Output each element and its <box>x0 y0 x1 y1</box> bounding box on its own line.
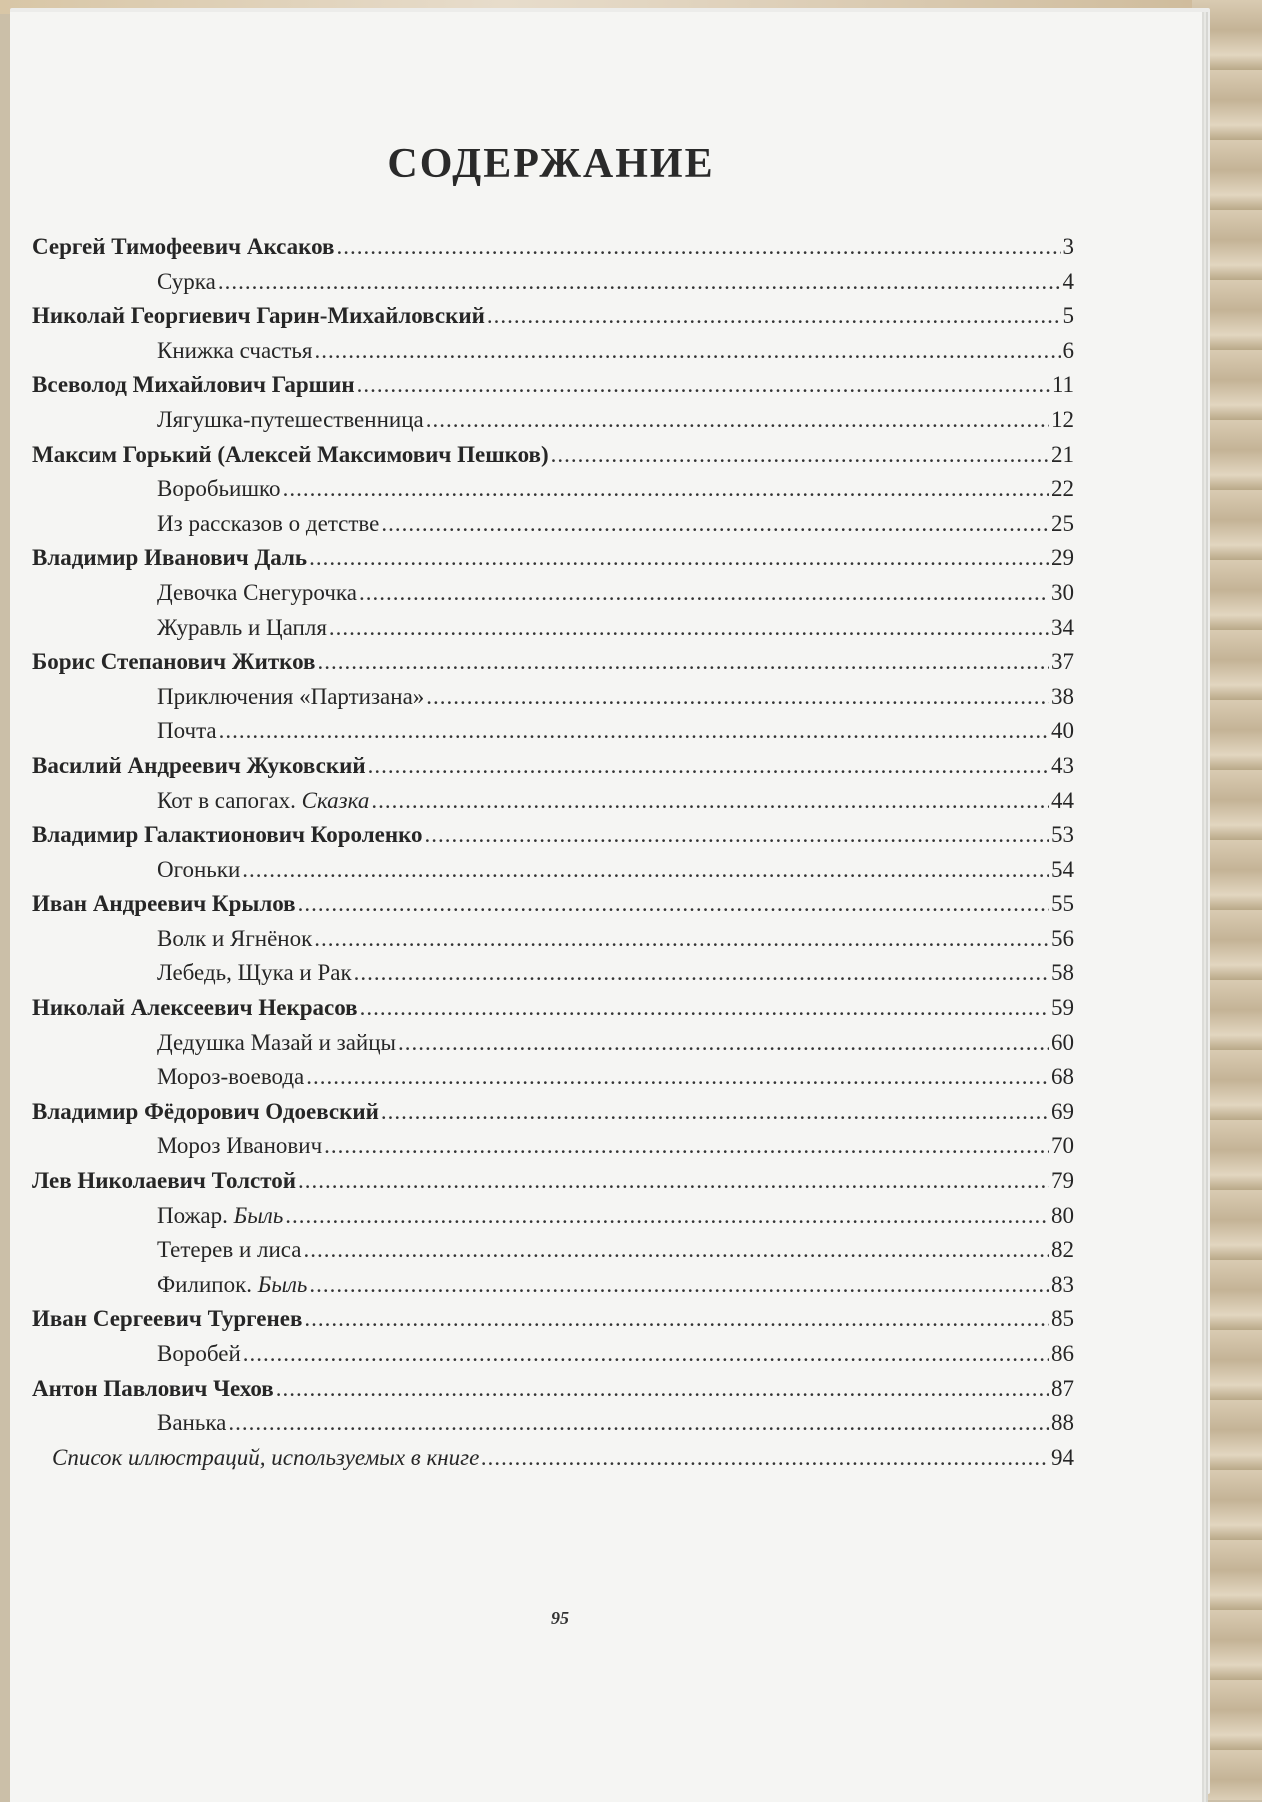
dot-leader <box>298 1164 1049 1199</box>
toc-entry-title <box>157 1026 396 1061</box>
toc-work-entry <box>32 507 1074 542</box>
toc-author-entry <box>32 887 1074 922</box>
page-title: СОДЕРЖАНИЕ <box>387 141 715 187</box>
toc-entry-text: Максим Горький (Алексей Максимович Пешков) <box>32 441 549 467</box>
toc-appendix-entry <box>32 1441 1074 1476</box>
toc-work-entry <box>32 714 1074 749</box>
toc-author-entry <box>32 438 1074 473</box>
dot-leader <box>398 1026 1049 1061</box>
dot-leader <box>315 334 1061 369</box>
toc-author-entry <box>32 991 1074 1026</box>
toc-entry-text: Кот в сапогах. <box>157 787 296 813</box>
toc-entry-text: Иван Андреевич Крылов <box>32 891 296 917</box>
dot-leader <box>551 438 1049 473</box>
dot-leader <box>487 299 1061 334</box>
toc-page-number: 86 <box>1051 1341 1074 1366</box>
toc-entry-title <box>32 438 549 473</box>
toc-entry-text: Николай Георгиевич Гарин-Михайловский <box>32 303 485 329</box>
toc-work-entry <box>32 922 1074 957</box>
dot-leader <box>317 645 1049 680</box>
table-of-contents <box>32 230 1074 1475</box>
toc-entry-text: Лев Николаевич Толстой <box>32 1168 297 1194</box>
toc-page-number: 4 <box>1062 268 1074 294</box>
toc-page-number: 79 <box>1051 1168 1074 1194</box>
toc-entry-text: Огоньки <box>157 856 241 882</box>
dot-leader <box>381 1095 1049 1130</box>
toc-entry-title <box>32 299 485 334</box>
page-number: 95 <box>551 1608 569 1628</box>
toc-page-number: 69 <box>1051 1098 1074 1124</box>
toc-entry-text: Филипок. <box>157 1271 252 1297</box>
toc-work-entry <box>32 472 1074 507</box>
toc-page-number: 5 <box>1062 303 1074 329</box>
dot-leader <box>242 853 1049 888</box>
dot-leader <box>359 576 1049 611</box>
toc-entry-title <box>157 472 281 507</box>
toc-entry-text: Журавль и Цапля <box>157 614 327 640</box>
toc-entry-title <box>157 1233 302 1268</box>
toc-entry-title <box>32 887 296 922</box>
toc-entry-text: Почта <box>157 718 217 744</box>
toc-page-number: 6 <box>1062 337 1074 363</box>
toc-entry-text: Дедушка Мазай и зайцы <box>157 1029 397 1055</box>
document-page <box>10 12 1202 1802</box>
dot-leader <box>285 1199 1049 1234</box>
toc-page-number: 83 <box>1051 1271 1074 1297</box>
toc-page-number: 21 <box>1051 441 1074 467</box>
toc-entry-title <box>157 1406 226 1441</box>
dot-leader <box>381 507 1049 542</box>
dot-leader <box>228 1406 1049 1441</box>
toc-page-number: 53 <box>1051 822 1074 848</box>
toc-entry-title <box>52 1441 479 1476</box>
toc-entry-text: Пожар. <box>157 1202 228 1228</box>
toc-entry-title <box>157 334 313 369</box>
toc-page-number: 37 <box>1051 649 1074 675</box>
dot-leader <box>481 1441 1049 1476</box>
toc-entry-text: Приключения «Партизана» <box>157 683 425 709</box>
dot-leader <box>336 230 1060 265</box>
toc-page-number: 82 <box>1051 1237 1074 1263</box>
toc-work-entry <box>32 334 1074 369</box>
toc-entry-title <box>157 1337 241 1372</box>
toc-author-entry <box>32 818 1074 853</box>
toc-author-entry <box>32 1164 1074 1199</box>
toc-entry-text: Тетерев и лиса <box>157 1237 302 1263</box>
toc-entry-title <box>32 749 366 784</box>
toc-page-number: 87 <box>1051 1375 1074 1401</box>
toc-entry-text: Мороз-воевода <box>157 1064 305 1090</box>
toc-entry-title <box>157 956 352 991</box>
toc-page-number: 68 <box>1051 1064 1074 1090</box>
toc-entry-title <box>157 1199 283 1234</box>
toc-entry-text: Список иллюстраций, используемых в книге <box>52 1444 480 1470</box>
dot-leader <box>218 265 1061 300</box>
toc-page-number: 43 <box>1051 752 1074 778</box>
toc-entry-text: Мороз Иванович <box>157 1133 323 1159</box>
toc-work-entry <box>32 1129 1074 1164</box>
toc-entry-title <box>32 368 355 403</box>
toc-author-entry <box>32 749 1074 784</box>
toc-entry-title <box>157 1129 322 1164</box>
toc-entry-title <box>157 403 424 438</box>
dot-leader <box>276 1372 1049 1407</box>
toc-author-entry <box>32 368 1074 403</box>
toc-page-number: 3 <box>1062 234 1074 259</box>
toc-entry-title <box>157 680 424 715</box>
toc-page-number: 58 <box>1051 960 1074 986</box>
dot-leader <box>298 887 1049 922</box>
toc-entry-text: Всеволод Михайлович Гаршин <box>32 372 355 398</box>
toc-entry-text: Николай Алексеевич Некрасов <box>32 995 358 1021</box>
page-stack <box>10 8 1210 1794</box>
dot-leader <box>304 1233 1049 1268</box>
toc-entry-title <box>157 611 327 646</box>
dot-leader <box>283 472 1049 507</box>
toc-entry-text: Владимир Галактионович Короленко <box>32 822 423 848</box>
toc-page-number: 29 <box>1051 545 1074 571</box>
toc-author-entry <box>32 1372 1074 1407</box>
toc-page-number: 38 <box>1051 683 1074 709</box>
toc-entry-title <box>32 645 315 680</box>
toc-page-number: 54 <box>1051 856 1074 882</box>
toc-entry-title <box>157 1268 307 1303</box>
toc-entry-genre: Быль <box>257 1271 308 1297</box>
toc-work-entry <box>32 611 1074 646</box>
dot-leader <box>354 956 1049 991</box>
dot-leader <box>306 1060 1049 1095</box>
toc-page-number: 12 <box>1051 406 1074 432</box>
toc-entry-title <box>157 576 357 611</box>
toc-entry-title <box>157 714 217 749</box>
toc-work-entry <box>32 403 1074 438</box>
toc-work-entry <box>32 784 1074 819</box>
toc-entry-genre: Сказка <box>301 787 370 813</box>
dot-leader <box>324 1129 1049 1164</box>
toc-entry-title <box>32 1302 302 1337</box>
toc-author-entry <box>32 1302 1074 1337</box>
toc-entry-title <box>32 818 423 853</box>
toc-page-number: 56 <box>1051 925 1074 951</box>
toc-work-entry <box>32 1199 1074 1234</box>
toc-work-entry <box>32 956 1074 991</box>
dot-leader <box>426 680 1049 715</box>
toc-page-number: 60 <box>1051 1029 1074 1055</box>
toc-work-entry <box>32 1268 1074 1303</box>
toc-entry-title <box>32 1164 296 1199</box>
dot-leader <box>314 922 1049 957</box>
toc-entry-text: Книжка счастья <box>157 337 313 363</box>
toc-work-entry <box>32 853 1074 888</box>
toc-entry-title <box>157 1060 304 1095</box>
dot-leader <box>357 368 1050 403</box>
toc-entry-title <box>32 1095 379 1130</box>
toc-entry-title <box>157 265 216 300</box>
toc-page-number: 22 <box>1051 476 1074 502</box>
toc-entry-title <box>32 541 307 576</box>
toc-entry-text: Антон Павлович Чехов <box>32 1375 274 1401</box>
toc-entry-title <box>157 853 240 888</box>
toc-entry-title <box>157 507 379 542</box>
toc-page-number: 25 <box>1051 510 1074 536</box>
dot-leader <box>309 1268 1049 1303</box>
toc-entry-text: Воробьишко <box>157 476 281 502</box>
toc-page-number: 88 <box>1051 1410 1074 1436</box>
toc-page-number: 55 <box>1051 891 1074 917</box>
toc-entry-text: Владимир Фёдорович Одоевский <box>32 1098 379 1124</box>
dot-leader <box>426 403 1049 438</box>
toc-page-number: 59 <box>1051 995 1074 1021</box>
toc-page-number: 70 <box>1051 1133 1074 1159</box>
toc-entry-title <box>157 922 312 957</box>
toc-page-number: 30 <box>1051 579 1074 605</box>
toc-work-entry <box>32 680 1074 715</box>
toc-author-entry <box>32 299 1074 334</box>
toc-work-entry <box>32 576 1074 611</box>
dot-leader <box>360 991 1049 1026</box>
toc-author-entry <box>32 645 1074 680</box>
toc-entry-title <box>32 991 358 1026</box>
toc-entry-text: Сурка <box>157 268 216 294</box>
dot-leader <box>368 749 1049 784</box>
toc-entry-text: Лебедь, Щука и Рак <box>157 960 352 986</box>
toc-entry-text: Девочка Снегурочка <box>157 579 357 605</box>
toc-entry-text: Иван Сергеевич Тургенев <box>32 1306 303 1332</box>
toc-page-number: 44 <box>1051 787 1074 813</box>
toc-work-entry <box>32 265 1074 300</box>
toc-entry-title <box>157 784 369 819</box>
dot-leader <box>329 611 1049 646</box>
dot-leader <box>243 1337 1049 1372</box>
toc-entry-text: Лягушка-путешественница <box>157 406 424 432</box>
toc-entry-text: Ванька <box>157 1410 227 1436</box>
toc-author-entry <box>32 230 1074 265</box>
toc-page-number: 11 <box>1051 372 1074 398</box>
toc-page-number: 80 <box>1051 1202 1074 1228</box>
toc-entry-text: Борис Степанович Житков <box>32 649 316 675</box>
toc-work-entry <box>32 1026 1074 1061</box>
toc-page-number: 94 <box>1051 1444 1074 1470</box>
toc-entry-text: Из рассказов о детстве <box>157 510 380 536</box>
toc-page-number: 85 <box>1051 1306 1074 1332</box>
dot-leader <box>219 714 1049 749</box>
toc-page-number: 40 <box>1051 718 1074 744</box>
toc-entry-title <box>32 230 334 265</box>
dot-leader <box>309 541 1049 576</box>
toc-entry-text: Василий Андреевич Жуковский <box>32 752 366 778</box>
dot-leader <box>304 1302 1049 1337</box>
toc-author-entry <box>32 541 1074 576</box>
toc-work-entry <box>32 1406 1074 1441</box>
dot-leader <box>425 818 1049 853</box>
toc-work-entry <box>32 1337 1074 1372</box>
toc-page-number: 34 <box>1051 614 1074 640</box>
toc-entry-text: Владимир Иванович Даль <box>32 545 308 571</box>
toc-entry-title <box>32 1372 274 1407</box>
toc-work-entry <box>32 1060 1074 1095</box>
toc-entry-text: Сергей Тимофеевич Аксаков <box>32 234 335 259</box>
dot-leader <box>371 784 1049 819</box>
toc-entry-text: Воробей <box>157 1341 241 1366</box>
toc-author-entry <box>32 1095 1074 1130</box>
toc-work-entry <box>32 1233 1074 1268</box>
toc-entry-genre: Быль <box>233 1202 284 1228</box>
toc-entry-text: Волк и Ягнёнок <box>157 925 313 951</box>
